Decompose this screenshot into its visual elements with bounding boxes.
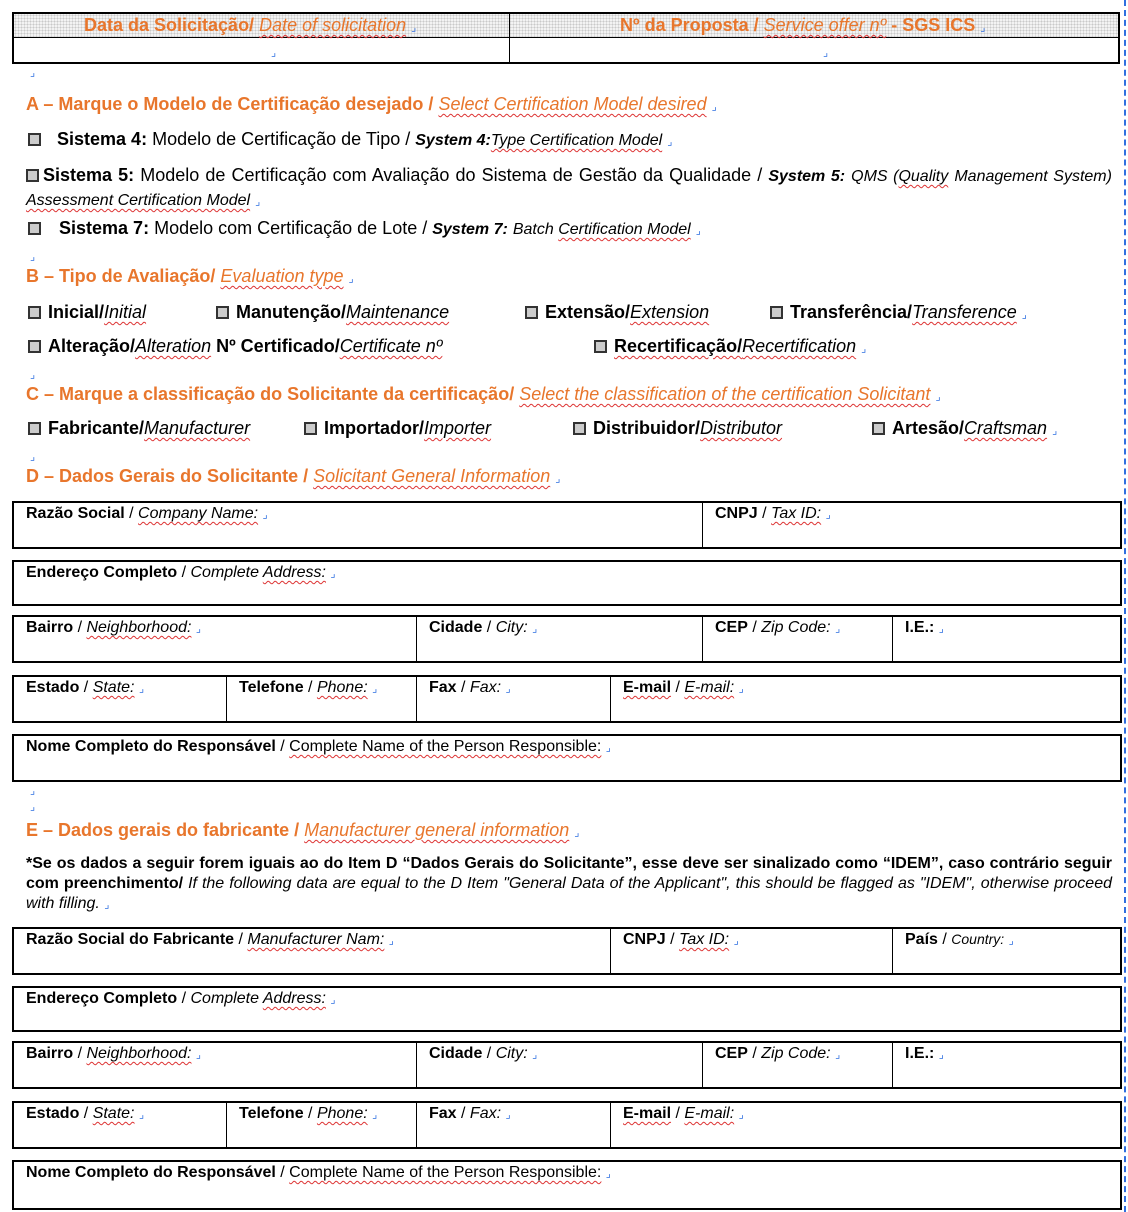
section-c-title-pt: C – Marque a classificação do Solicitante da certificação/ [26, 384, 515, 404]
field-label: CNPJ [715, 505, 758, 522]
paragraph-mark: ⌟ [138, 683, 145, 695]
paragraph-mark: ⌟ [555, 473, 561, 485]
field-label-en: Neighborhood: [86, 619, 192, 636]
paragraph-mark: ⌟ [823, 47, 829, 59]
manufacturer-fax-field[interactable]: Fax / Fax: ⌟ [416, 1103, 610, 1147]
opt-label: Artesão/ [892, 418, 965, 438]
offer-label-pt: Nº da Proposta / [620, 15, 759, 35]
section-a-title-en: Select Certification Model desired [438, 94, 707, 114]
option-manufacturer[interactable] [28, 418, 250, 439]
paragraph-mark: ⌟ [271, 47, 277, 59]
field-label: I.E.: [905, 619, 935, 636]
opt-label: Batch [512, 221, 559, 238]
option-system-4[interactable] [28, 129, 672, 150]
address-field[interactable]: Endereço Completo / Complete Address: ⌟ [26, 564, 336, 581]
opt-label: Modelo com Certificação de Lote / [154, 218, 428, 238]
field-label-en: Tax ID: [771, 505, 822, 522]
paragraph-mark: ⌟ [30, 67, 36, 79]
company-name-field[interactable]: Razão Social / Company Name: ⌟ [26, 505, 268, 522]
offer-label-en: Service offer nº [763, 15, 887, 35]
checkbox-distributor[interactable] [573, 422, 586, 435]
field-label: Estado [26, 679, 80, 696]
opt-label: Quality [898, 168, 949, 185]
opt-label: Assessment Certification Model [26, 192, 251, 209]
header-table [12, 12, 1120, 64]
paragraph-mark: ⌟ [30, 785, 36, 797]
field-label-en: Complete Address: [190, 564, 326, 581]
manufacturer-row-4 [12, 1101, 1122, 1149]
offer-suffix: - SGS ICS [891, 15, 976, 35]
field-label: Telefone [239, 1105, 304, 1122]
paragraph-mark: ⌟ [1052, 425, 1058, 437]
opt-label: Recertificação/ [614, 336, 743, 356]
field-label: Fax [429, 1105, 457, 1122]
paragraph-mark: ⌟ [938, 623, 944, 635]
paragraph-mark: ⌟ [733, 935, 739, 947]
checkbox-initial[interactable] [28, 306, 41, 319]
checkbox-system-7[interactable] [28, 222, 41, 235]
opt-label: Type Certification Model [490, 132, 663, 149]
field-label-en: Tax ID: [679, 931, 730, 948]
opt-label: Transference [912, 302, 1017, 322]
paragraph-mark: ⌟ [835, 623, 841, 635]
section-d-title-en: Solicitant General Information [313, 466, 551, 486]
checkbox-transference[interactable] [770, 306, 783, 319]
field-label-en-word: Address: [262, 564, 326, 581]
field-label-en: Company Name: [138, 505, 259, 522]
date-label-en: Date of solicitation [259, 15, 407, 35]
section-e-title-pt: E – Dados gerais do fabricante / [26, 820, 300, 840]
field-label-en: State: [92, 679, 135, 696]
manufacturer-responsible-field[interactable]: Nome Completo do Responsável / Complete Name of the Person Responsible: ⌟ [26, 1164, 611, 1181]
paragraph-mark: ⌟ [30, 451, 36, 463]
opt-label: System 4: [415, 132, 491, 149]
page-edge-marker [1124, 0, 1126, 1212]
opt-label: Manufacturer [144, 418, 251, 438]
offer-header [620, 15, 985, 36]
paragraph-mark: ⌟ [980, 22, 986, 34]
field-label: Estado [26, 1105, 80, 1122]
field-label-en: E-mail: [684, 1105, 735, 1122]
paragraph-mark: ⌟ [372, 683, 378, 695]
opt-label: Fabricante/ [48, 418, 145, 438]
opt-label: Sistema 7: [59, 218, 150, 238]
field-label: E-mail [623, 679, 672, 696]
date-input-cell[interactable] [14, 38, 509, 62]
field-label-en: Zip Code: [761, 619, 831, 636]
paragraph-mark: ⌟ [738, 683, 744, 695]
opt-label: Maintenance [346, 302, 450, 322]
idem-note-pt: *Se os dados a seguir forem iguais ao do Item D “Dados Gerais do Solicitante”, esse deve ser sinalizado como “IDEM”, caso contrário seguir com preenchimento/ [26, 855, 1112, 892]
field-label: Endereço Completo [26, 564, 178, 581]
opt-label: Distribuidor/ [593, 418, 700, 438]
manufacturer-email-field[interactable]: E-mail / E-mail: ⌟ [610, 1103, 1120, 1147]
option-transference[interactable] [770, 302, 1027, 323]
paragraph-mark: ⌟ [411, 22, 417, 34]
opt-label: QMS ( [851, 168, 899, 185]
option-system-7[interactable] [28, 218, 701, 239]
field-label-en: Manufacturer Nam: [247, 931, 385, 948]
paragraph-mark: ⌟ [825, 509, 831, 521]
manufacturer-phone-field[interactable]: Telefone / Phone: ⌟ [226, 1103, 416, 1147]
field-label-en: E-mail: [684, 679, 735, 696]
certificate-label-en [340, 336, 443, 356]
solicitant-row-4 [12, 675, 1122, 723]
field-label: Bairro [26, 619, 74, 636]
section-a-title [26, 94, 717, 115]
option-recertification[interactable] [594, 336, 866, 357]
city-field[interactable]: Cidade / City: ⌟ [416, 617, 702, 661]
field-label-en: Phone: [316, 1105, 368, 1122]
opt-label: Modelo de Certificação de Tipo / [152, 129, 411, 149]
field-label-en: Fax: [469, 1105, 502, 1122]
paragraph-mark: ⌟ [935, 391, 941, 403]
state-field[interactable]: Estado / State: ⌟ [26, 679, 145, 696]
option-initial[interactable] [28, 302, 146, 323]
solicitant-row-3 [12, 615, 1122, 663]
paragraph-mark: ⌟ [195, 623, 202, 635]
certificate-label-en-text: Certificate nº [339, 336, 443, 356]
paragraph-mark: ⌟ [711, 101, 717, 113]
email-field[interactable]: E-mail / E-mail: ⌟ [610, 677, 1120, 721]
field-label: CNPJ [623, 931, 666, 948]
field-label-en: City: [495, 619, 528, 636]
section-b-title-en: Evaluation type [220, 266, 344, 286]
field-label-en: Complete Name of the Person Responsible: [289, 1164, 602, 1181]
checkbox-alteration[interactable] [28, 340, 41, 353]
paragraph-mark: ⌟ [388, 935, 394, 947]
field-label-en: Fax: [469, 679, 502, 696]
option-craftsman[interactable] [872, 418, 1057, 439]
manufacturer-row-3 [12, 1041, 1122, 1089]
checkbox-craftsman[interactable] [872, 422, 885, 435]
field-label: CEP [715, 619, 748, 636]
manufacturer-ie-field[interactable] [892, 1043, 1120, 1087]
date-header [84, 15, 416, 36]
paragraph-mark: ⌟ [1021, 309, 1027, 321]
opt-label: Importer [424, 418, 492, 438]
opt-label: Alteração/ [48, 336, 136, 356]
field-label-en-word: Address: [262, 990, 326, 1007]
field-label-en: Country: [951, 931, 1005, 947]
field-label-en: Neighborhood: [86, 1045, 192, 1062]
neighborhood-field[interactable]: Bairro / Neighborhood: ⌟ [26, 619, 202, 636]
opt-label: System 5: [768, 168, 846, 185]
opt-label: Manutenção/ [236, 302, 347, 322]
opt-label: Distributor [700, 418, 783, 438]
field-label-en: Complete Name of the Person Responsible: [289, 738, 602, 755]
field-label: Fax [429, 679, 457, 696]
field-label: Razão Social [26, 505, 125, 522]
paragraph-mark: ⌟ [605, 1168, 611, 1180]
field-label: Endereço Completo [26, 990, 178, 1007]
header-divider [509, 14, 510, 62]
opt-label: Extension [630, 302, 710, 322]
paragraph-mark: ⌟ [255, 196, 261, 208]
paragraph-mark: ⌟ [938, 1049, 944, 1061]
paragraph-mark: ⌟ [605, 742, 611, 754]
zip-code-field[interactable]: CEP / Zip Code: ⌟ [702, 617, 892, 661]
manufacturer-state-field[interactable]: Estado / State: ⌟ [26, 1105, 145, 1122]
manufacturer-tax-id-field[interactable]: CNPJ / Tax ID: ⌟ [610, 929, 892, 973]
manufacturer-row-1 [12, 927, 1122, 975]
manufacturer-neighborhood-field[interactable]: Bairro / Neighborhood: ⌟ [26, 1045, 202, 1062]
manufacturer-address-field[interactable]: Endereço Completo / Complete Address: ⌟ [26, 990, 336, 1007]
paragraph-mark: ⌟ [738, 1109, 744, 1121]
field-label: E-mail [623, 1105, 672, 1122]
checkbox-system-4[interactable] [28, 133, 41, 146]
field-label-en: Complete Address: [190, 990, 326, 1007]
section-d-title [26, 466, 560, 487]
field-label: CEP [715, 1045, 748, 1062]
opt-label: Recertification [742, 336, 857, 356]
checkbox-system-5[interactable] [26, 169, 39, 182]
phone-field[interactable]: Telefone / Phone: ⌟ [226, 677, 416, 721]
option-maintenance[interactable] [216, 302, 449, 323]
section-a-title-pt: A – Marque o Modelo de Certificação desejado / [26, 94, 434, 114]
section-c-title [26, 384, 941, 405]
field-label: Nome Completo do Responsável [26, 1164, 276, 1181]
opt-label: Sistema 5: [43, 165, 135, 185]
solicitant-row-5 [12, 734, 1122, 782]
opt-label: Certification Model [558, 221, 691, 238]
option-distributor[interactable] [573, 418, 782, 439]
paragraph-mark: ⌟ [574, 827, 580, 839]
country-field[interactable]: País / Country: ⌟ [892, 929, 1120, 973]
paragraph-mark: ⌟ [372, 1109, 378, 1121]
section-b-title-pt: B – Tipo de Avaliação/ [26, 266, 216, 286]
checkbox-maintenance[interactable] [216, 306, 229, 319]
field-label: País [905, 931, 938, 948]
manufacturer-row-5 [12, 1160, 1122, 1210]
paragraph-mark: ⌟ [667, 136, 673, 148]
paragraph-mark: ⌟ [1008, 935, 1014, 947]
responsible-name-field[interactable]: Nome Completo do Responsável / Complete Name of the Person Responsible: ⌟ [26, 738, 611, 755]
opt-label: Importador/ [324, 418, 425, 438]
checkbox-extension[interactable] [525, 306, 538, 319]
opt-label: Management System) [954, 168, 1112, 185]
section-b-title [26, 266, 354, 287]
field-label: Nome Completo do Responsável [26, 738, 276, 755]
solicitant-row-1 [12, 501, 1122, 549]
paragraph-mark: ⌟ [532, 623, 538, 635]
paragraph-mark: ⌟ [30, 369, 36, 381]
paragraph-mark: ⌟ [104, 899, 110, 911]
paragraph-mark: ⌟ [30, 251, 36, 263]
paragraph-mark: ⌟ [262, 509, 268, 521]
field-label-en: Phone: [316, 679, 368, 696]
opt-label: Alteration [135, 336, 212, 356]
field-label: Razão Social do Fabricante [26, 931, 235, 948]
tax-id-field[interactable]: CNPJ / Tax ID: ⌟ [702, 503, 1120, 547]
paragraph-mark: ⌟ [195, 1049, 202, 1061]
section-c-title-en: Select the classification of the certification Solicitant [519, 384, 931, 404]
option-importer[interactable] [304, 418, 491, 439]
opt-label: System 7: [432, 221, 508, 238]
date-label-pt: Data da Solicitação/ [84, 15, 255, 35]
field-label: Cidade [429, 1045, 483, 1062]
idem-note-en: If the following data are equal to the D Item "General Data of the Applicant", this should be flagged as "IDEM", otherwise proceed with filling. [26, 875, 1112, 912]
option-alteration[interactable] [28, 336, 442, 357]
opt-label: Modelo de Certificação com Avaliação do Sistema de Gestão da Qualidade / [140, 165, 763, 185]
idem-note [26, 854, 1112, 915]
paragraph-mark: ⌟ [835, 1049, 841, 1061]
manufacturer-city-field[interactable]: Cidade / City: ⌟ [416, 1043, 702, 1087]
manufacturer-zip-field[interactable]: CEP / Zip Code: ⌟ [702, 1043, 892, 1087]
option-extension[interactable] [525, 302, 709, 323]
opt-label: Transferência/ [790, 302, 913, 322]
checkbox-recertification[interactable] [594, 340, 607, 353]
field-label-en: Zip Code: [761, 1045, 831, 1062]
paragraph-mark: ⌟ [505, 683, 511, 695]
certificate-label: Nº Certificado/ [216, 336, 340, 356]
opt-label: Extensão/ [545, 302, 631, 322]
field-label: Telefone [239, 679, 304, 696]
field-label-en: State: [92, 1105, 135, 1122]
checkbox-manufacturer[interactable] [28, 422, 41, 435]
paragraph-mark: ⌟ [330, 568, 336, 580]
opt-label: Initial [104, 302, 147, 322]
opt-label: Inicial/ [48, 302, 105, 322]
section-d-title-pt: D – Dados Gerais do Solicitante / [26, 466, 309, 486]
manufacturer-name-field[interactable]: Razão Social do Fabricante / Manufacturer Nam: ⌟ [26, 931, 394, 948]
manufacturer-row-2 [12, 986, 1122, 1032]
paragraph-mark: ⌟ [861, 343, 867, 355]
fax-field[interactable]: Fax / Fax: ⌟ [416, 677, 610, 721]
opt-label: Craftsman [964, 418, 1048, 438]
field-label: Bairro [26, 1045, 74, 1062]
paragraph-mark: ⌟ [138, 1109, 145, 1121]
field-label-en: City: [495, 1045, 528, 1062]
offer-input-cell[interactable] [511, 38, 1118, 62]
ie-field[interactable] [892, 617, 1120, 661]
solicitant-row-2 [12, 560, 1122, 606]
paragraph-mark: ⌟ [532, 1049, 538, 1061]
field-label: Cidade [429, 619, 483, 636]
paragraph-mark: ⌟ [505, 1109, 511, 1121]
opt-label: Sistema 4: [57, 129, 148, 149]
section-e-title-en: Manufacturer general information [304, 820, 570, 840]
paragraph-mark: ⌟ [348, 273, 354, 285]
checkbox-importer[interactable] [304, 422, 317, 435]
section-e-title [26, 820, 579, 841]
option-system-5[interactable] [26, 164, 1112, 213]
paragraph-mark: ⌟ [330, 994, 336, 1006]
paragraph-mark: ⌟ [695, 225, 701, 237]
field-label: I.E.: [905, 1045, 935, 1062]
paragraph-mark: ⌟ [30, 801, 36, 813]
